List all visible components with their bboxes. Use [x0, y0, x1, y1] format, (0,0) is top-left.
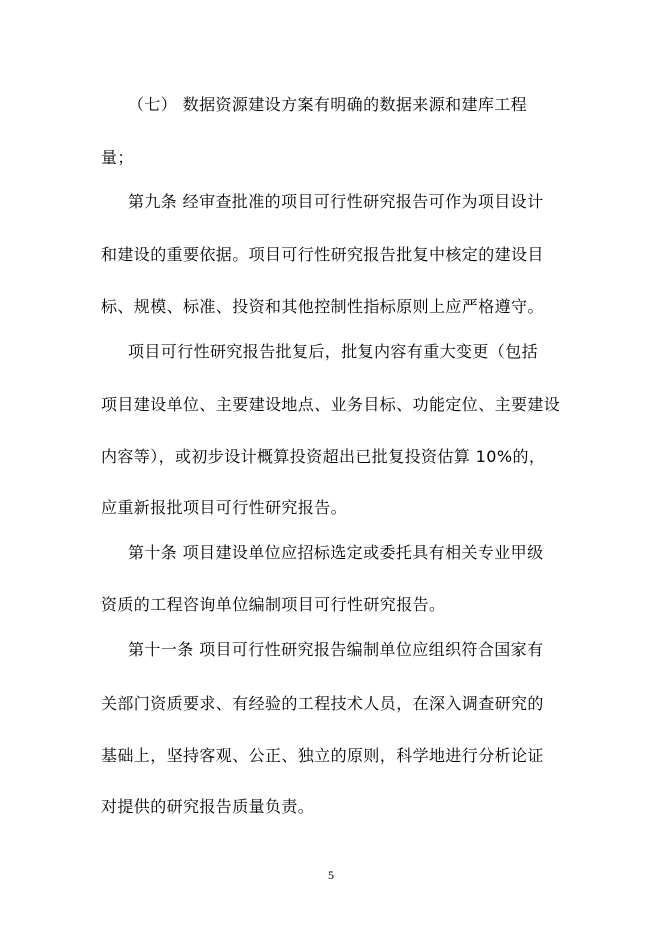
text-line-9: 应重新报批项目可行性研究报告。: [101, 498, 348, 517]
text-line-12: 第十一条 项目可行性研究报告编制单位应组织符合国家有: [128, 640, 544, 659]
text-line-15: 对提供的研究报告质量负责。: [101, 797, 315, 816]
text-line-1: （七） 数据资源建设方案有明确的数据来源和建库工程: [128, 95, 528, 114]
text-line-11: 资质的工程咨询单位编制项目可行性研究报告。: [101, 595, 446, 614]
text-line-7: 项目建设单位、主要建设地点、业务目标、功能定位、主要建设: [101, 395, 561, 414]
text-line-2: 量；: [101, 148, 134, 167]
text-line-4: 和建设的重要依据。项目可行性研究报告批复中核定的建设目: [101, 245, 544, 264]
text-line-10: 第十条 项目建设单位应招标选定或委托具有相关专业甲级: [128, 543, 544, 562]
text-line-6: 项目可行性研究报告批复后，批复内容有重大变更（包括: [128, 342, 539, 361]
text-line-3: 第九条 经审查批准的项目可行性研究报告可作为项目设计: [128, 192, 544, 211]
text-line-8: 内容等），或初步设计概算投资超出已批复投资估算 10%的，: [101, 447, 546, 466]
text-line-13: 关部门资质要求、有经验的工程技术人员，在深入调查研究的: [101, 694, 544, 713]
text-line-5: 标、规模、标准、投资和其他控制性指标原则上应严格遵守。: [101, 297, 544, 316]
page-number: 5: [328, 868, 334, 882]
text-line-14: 基础上，坚持客观、公正、独立的原则，科学地进行分析论证: [101, 746, 544, 765]
